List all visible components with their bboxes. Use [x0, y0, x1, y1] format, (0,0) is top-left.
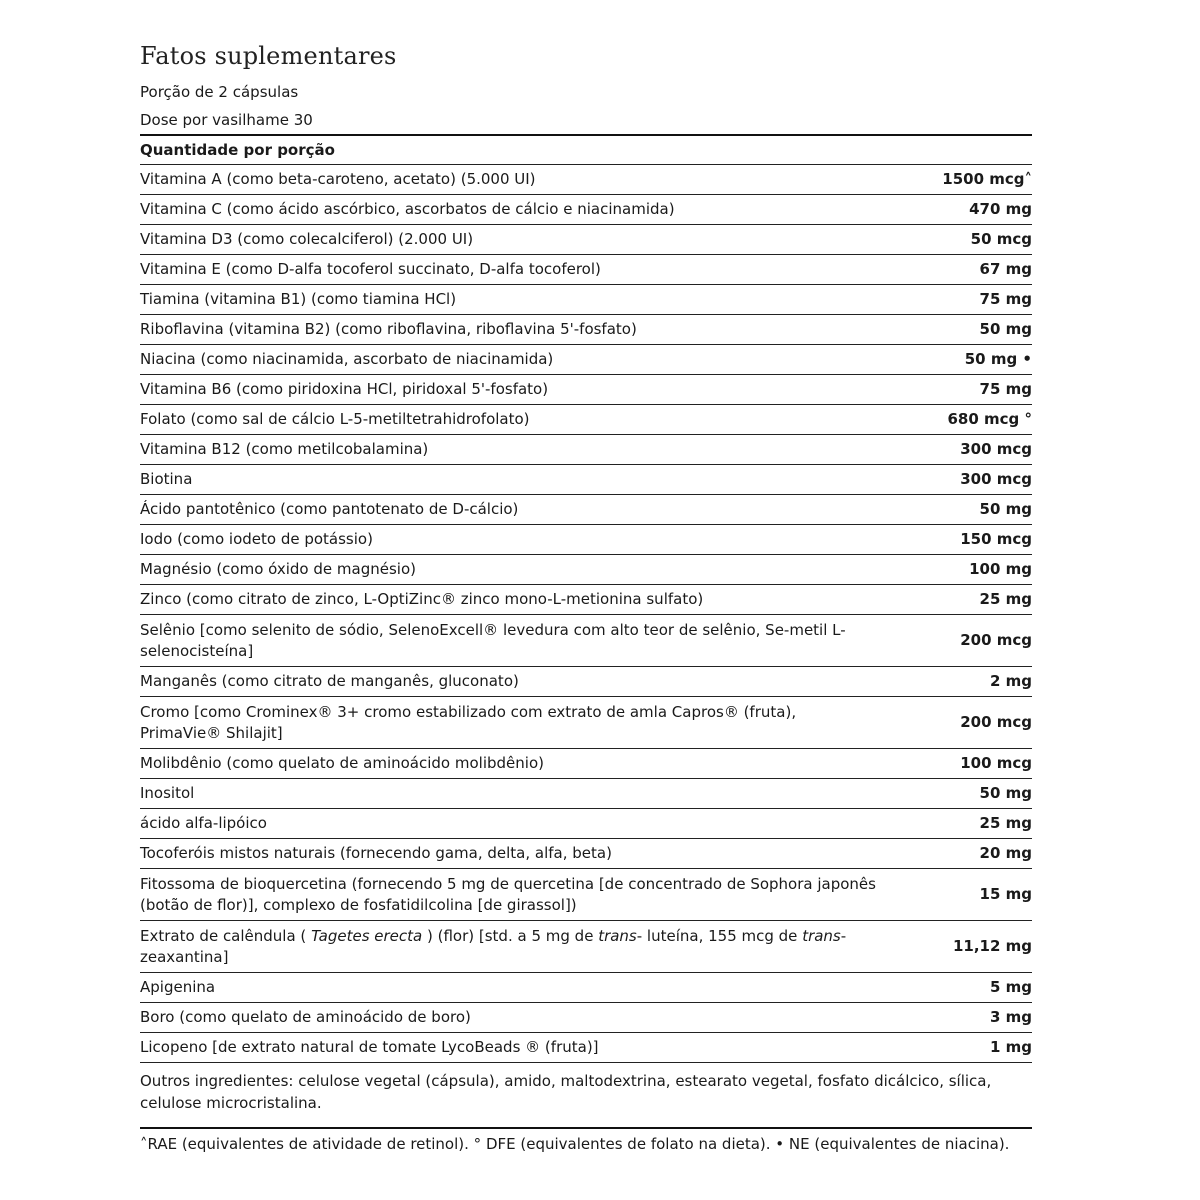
nutrient-amount: 300 mcg [960, 440, 1032, 458]
nutrient-name: Tocoferóis mistos naturais (fornecendo gama, delta, alfa, beta) [140, 844, 612, 862]
nutrient-name: Vitamina E (como D-alfa tocoferol succinato, D-alfa tocoferol) [140, 260, 601, 278]
nutrient-name: Extrato de calêndula ( Tagetes erecta ) (flor) [std. a 5 mg de trans- luteína, 155 mcg de trans- zeaxantina] [140, 926, 847, 966]
supplement-facts-panel [140, 38, 1032, 1155]
nutrient-name: Fitossoma de bioquercetina (fornecendo 5 mg de quercetina [de concentrado de Sophora japonês (botão de flor)], complexo de fosfatidilcolina [de girassol]) [140, 874, 876, 914]
nutrient-amount: 2 mg [989, 672, 1032, 690]
table-row [140, 525, 1032, 555]
nutrient-amount: 200 mcg [960, 631, 1032, 649]
table-row [140, 495, 1032, 525]
nutrient-name: Riboflavina (vitamina B2) (como riboflavina, riboflavina 5'-fosfato) [140, 320, 637, 338]
table-row [140, 255, 1032, 285]
nutrient-name: Boro (como quelato de aminoácido de boro) [140, 1008, 471, 1026]
servings-per-container: Dose por vasilhame 30 [140, 111, 313, 129]
amount-header: Quantidade por porção [140, 136, 1032, 165]
table-row [140, 225, 1032, 255]
table-row [140, 285, 1032, 315]
table-row [140, 839, 1032, 869]
nutrient-name: Cromo [como Crominex® 3+ cromo estabilizado com extrato de amla Capros® (fruta), PrimaVie® Shilajit] [140, 702, 797, 742]
nutrient-amount: 300 mcg [960, 470, 1032, 488]
nutrient-name: Selênio [como selenito de sódio, SelenoExcell® levedura com alto teor de selênio, Se-metil L-selenocisteína] [140, 620, 846, 660]
nutrient-name: Ácido pantotênico (como pantotenato de D-cálcio) [140, 500, 519, 518]
table-row [140, 585, 1032, 615]
nutrient-name: Biotina [140, 470, 193, 488]
nutrient-name: Vitamina D3 (como colecalciferol) (2.000 UI) [140, 230, 474, 248]
table-row [140, 1033, 1032, 1063]
nutrient-table [140, 165, 1032, 1063]
table-row [140, 921, 1032, 973]
nutrient-amount: 15 mg [979, 885, 1032, 903]
nutrient-amount: 150 mcg [960, 530, 1032, 548]
nutrient-amount: 680 mcg ° [947, 410, 1032, 428]
nutrient-amount: 50 mg [979, 500, 1032, 518]
other-ingredients: Outros ingredientes: celulose vegetal (cápsula), amido, maltodextrina, estearato vegetal, fosfato dicálcico, sílica, celulose microcristalina. [140, 1072, 992, 1112]
table-row [140, 345, 1032, 375]
nutrient-amount: 25 mg [979, 590, 1032, 608]
table-row [140, 375, 1032, 405]
nutrient-name: Vitamina B6 (como piridoxina HCl, piridoxal 5'-fosfato) [140, 380, 549, 398]
nutrient-name: Niacina (como niacinamida, ascorbato de niacinamida) [140, 350, 554, 368]
nutrient-amount: 50 mg [979, 784, 1032, 802]
nutrient-amount: 1500 mcg˄ [942, 170, 1032, 188]
nutrient-amount: 50 mcg [970, 230, 1032, 248]
nutrient-name: Vitamina C (como ácido ascórbico, ascorbatos de cálcio e niacinamida) [140, 200, 675, 218]
table-row [140, 809, 1032, 839]
nutrient-name: Molibdênio (como quelato de aminoácido molibdênio) [140, 754, 544, 772]
table-row [140, 165, 1032, 195]
nutrient-name: Manganês (como citrato de manganês, gluconato) [140, 672, 519, 690]
table-row [140, 749, 1032, 779]
nutrient-name: Inositol [140, 784, 195, 802]
nutrient-amount: 100 mg [969, 560, 1032, 578]
table-row [140, 465, 1032, 495]
footnote: ˄RAE (equivalentes de atividade de retinol). ° DFE (equivalentes de folato na dieta). • NE (equivalentes de niacina). [140, 1127, 1032, 1155]
nutrient-amount: 200 mcg [960, 713, 1032, 731]
nutrient-amount: 5 mg [989, 978, 1032, 996]
nutrient-amount: 100 mcg [960, 754, 1032, 772]
table-row [140, 195, 1032, 225]
nutrient-name: ácido alfa-lipóico [140, 814, 267, 832]
table-row [140, 1003, 1032, 1033]
nutrient-name: Licopeno [de extrato natural de tomate LycoBeads ® (fruta)] [140, 1038, 599, 1056]
nutrient-amount: 67 mg [979, 260, 1032, 278]
panel-title: Fatos suplementares [140, 42, 397, 70]
nutrient-name: Iodo (como iodeto de potássio) [140, 530, 373, 548]
nutrient-amount: 75 mg [979, 290, 1032, 308]
table-row [140, 667, 1032, 697]
nutrient-amount: 75 mg [979, 380, 1032, 398]
nutrient-amount: 20 mg [979, 844, 1032, 862]
nutrient-amount: 3 mg [989, 1008, 1032, 1026]
nutrient-name: Vitamina B12 (como metilcobalamina) [140, 440, 429, 458]
table-row [140, 697, 1032, 749]
table-row [140, 555, 1032, 585]
nutrient-name: Folato (como sal de cálcio L-5-metiltetrahidrofolato) [140, 410, 530, 428]
table-row [140, 615, 1032, 667]
nutrient-amount: 25 mg [979, 814, 1032, 832]
nutrient-amount: 1 mg [989, 1038, 1032, 1056]
table-row [140, 973, 1032, 1003]
serving-size: Porção de 2 cápsulas [140, 83, 299, 101]
nutrient-name: Apigenina [140, 978, 216, 996]
table-row [140, 779, 1032, 809]
nutrient-name: Vitamina A (como beta-caroteno, acetato) (5.000 UI) [140, 170, 536, 188]
nutrient-amount: 11,12 mg [952, 937, 1032, 955]
table-row [140, 435, 1032, 465]
nutrient-amount: 50 mg • [964, 350, 1032, 368]
table-row [140, 315, 1032, 345]
table-row [140, 405, 1032, 435]
table-row [140, 869, 1032, 921]
nutrient-amount: 50 mg [979, 320, 1032, 338]
nutrient-name: Tiamina (vitamina B1) (como tiamina HCl) [140, 290, 457, 308]
nutrient-amount: 470 mg [969, 200, 1032, 218]
nutrient-name: Zinco (como citrato de zinco, L-OptiZinc® zinco mono-L-metionina sulfato) [140, 590, 704, 608]
nutrient-name: Magnésio (como óxido de magnésio) [140, 560, 416, 578]
